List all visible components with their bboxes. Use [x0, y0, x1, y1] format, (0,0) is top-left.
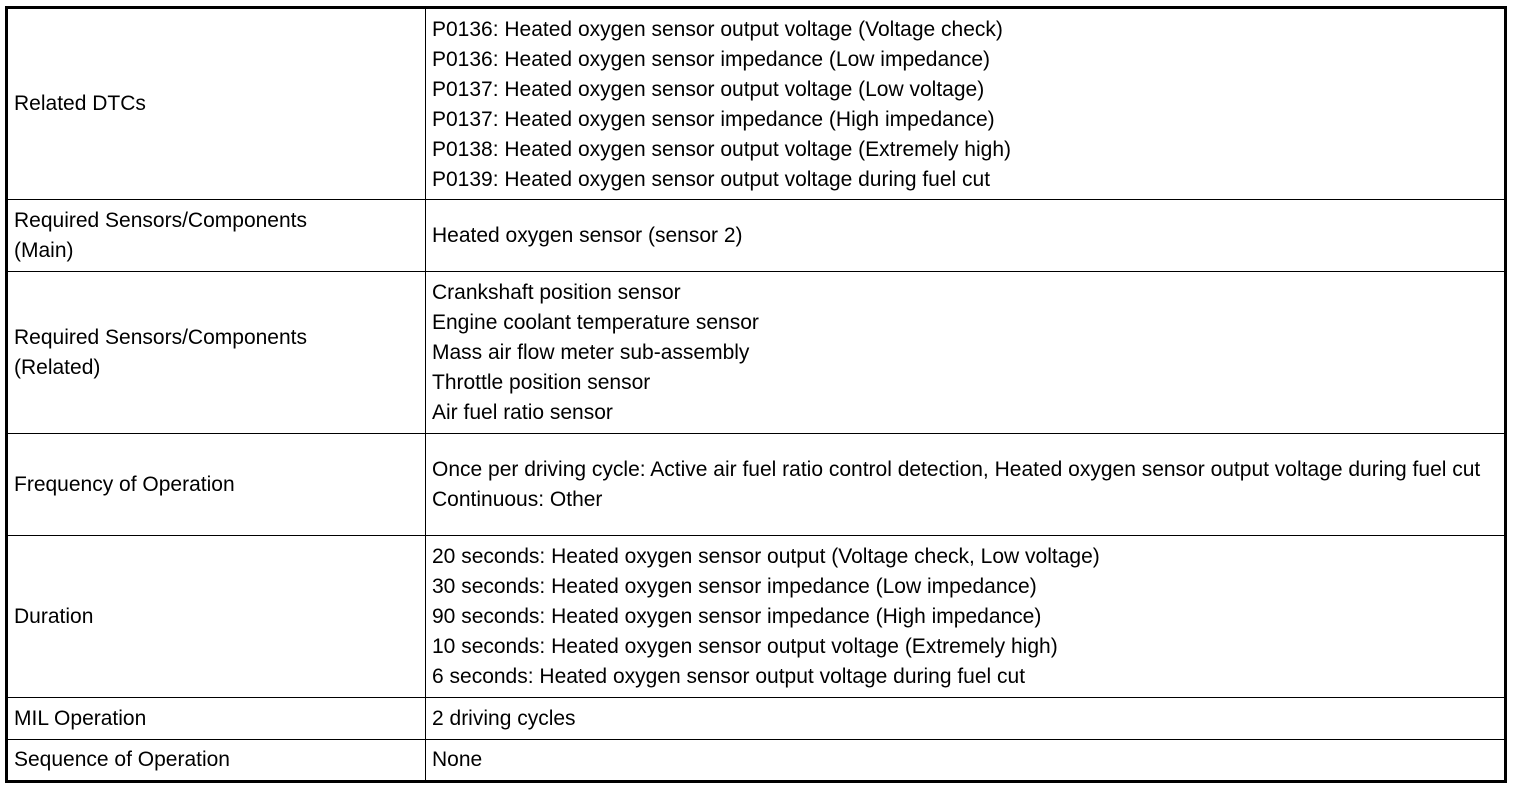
duration-entry: 30 seconds: Heated oxygen sensor impedance (Low impedance)	[432, 574, 1037, 598]
sequence-entry: None	[432, 748, 483, 771]
row-value	[426, 740, 1506, 782]
row-label	[7, 272, 426, 434]
frequency-entry: Continuous: Other	[432, 487, 603, 511]
table-row-related-dtcs	[7, 8, 1506, 200]
row-value	[426, 200, 1506, 272]
dtc-entry: P0136: Heated oxygen sensor impedance (Low impedance)	[432, 48, 991, 71]
duration-entry: 90 seconds: Heated oxygen sensor impedance (High impedance)	[432, 604, 1042, 628]
row-value	[426, 698, 1506, 740]
sensor-entry: Air fuel ratio sensor	[432, 400, 613, 424]
mil-entry: 2 driving cycles	[432, 706, 576, 730]
row-label	[7, 740, 426, 782]
row-value	[426, 434, 1506, 536]
monitor-spec-table	[5, 6, 1507, 783]
dtc-entry: P0137: Heated oxygen sensor impedance (High impedance)	[432, 108, 995, 131]
row-label	[7, 8, 426, 200]
table-row-frequency	[7, 434, 1506, 536]
duration-entry: 6 seconds: Heated oxygen sensor output voltage during fuel cut	[432, 664, 1026, 688]
dtc-entry: P0139: Heated oxygen sensor output voltage during fuel cut	[432, 168, 991, 191]
sensor-entry: Crankshaft position sensor	[432, 280, 681, 304]
row-label	[7, 536, 426, 698]
row-label-line: (Related)	[14, 355, 101, 379]
row-label-line: Duration	[14, 604, 94, 628]
table-row-sensors-main	[7, 200, 1506, 272]
row-label-line: Sequence of Operation	[14, 748, 230, 771]
table-row-sequence	[7, 740, 1506, 782]
sensor-entry: Heated oxygen sensor (sensor 2)	[432, 223, 743, 247]
row-label-line: Frequency of Operation	[14, 472, 235, 496]
dtc-entry: P0137: Heated oxygen sensor output voltage (Low voltage)	[432, 78, 985, 101]
table-row-duration	[7, 536, 1506, 698]
row-label-line: Required Sensors/Components	[14, 325, 307, 349]
sensor-entry: Throttle position sensor	[432, 370, 651, 394]
row-label	[7, 698, 426, 740]
row-label	[7, 200, 426, 272]
row-label-line: MIL Operation	[14, 706, 147, 730]
row-label-line: (Main)	[14, 238, 74, 262]
row-label	[7, 434, 426, 536]
row-value	[426, 536, 1506, 698]
sensor-entry: Engine coolant temperature sensor	[432, 310, 759, 334]
dtc-entry: P0138: Heated oxygen sensor output voltage (Extremely high)	[432, 138, 1012, 161]
row-value	[426, 8, 1506, 200]
duration-entry: 20 seconds: Heated oxygen sensor output (Voltage check, Low voltage)	[432, 544, 1100, 568]
table-row-sensors-related	[7, 272, 1506, 434]
frequency-entry: Once per driving cycle: Active air fuel ratio control detection, Heated oxygen sensor output voltage during fuel cut	[432, 457, 1481, 481]
sensor-entry: Mass air flow meter sub-assembly	[432, 340, 750, 364]
duration-entry: 10 seconds: Heated oxygen sensor output voltage (Extremely high)	[432, 634, 1058, 658]
dtc-entry: P0136: Heated oxygen sensor output voltage (Voltage check)	[432, 18, 1003, 41]
row-label-line: Required Sensors/Components	[14, 208, 307, 232]
table-row-mil-operation	[7, 698, 1506, 740]
row-label-line: Related DTCs	[14, 92, 146, 115]
row-value	[426, 272, 1506, 434]
